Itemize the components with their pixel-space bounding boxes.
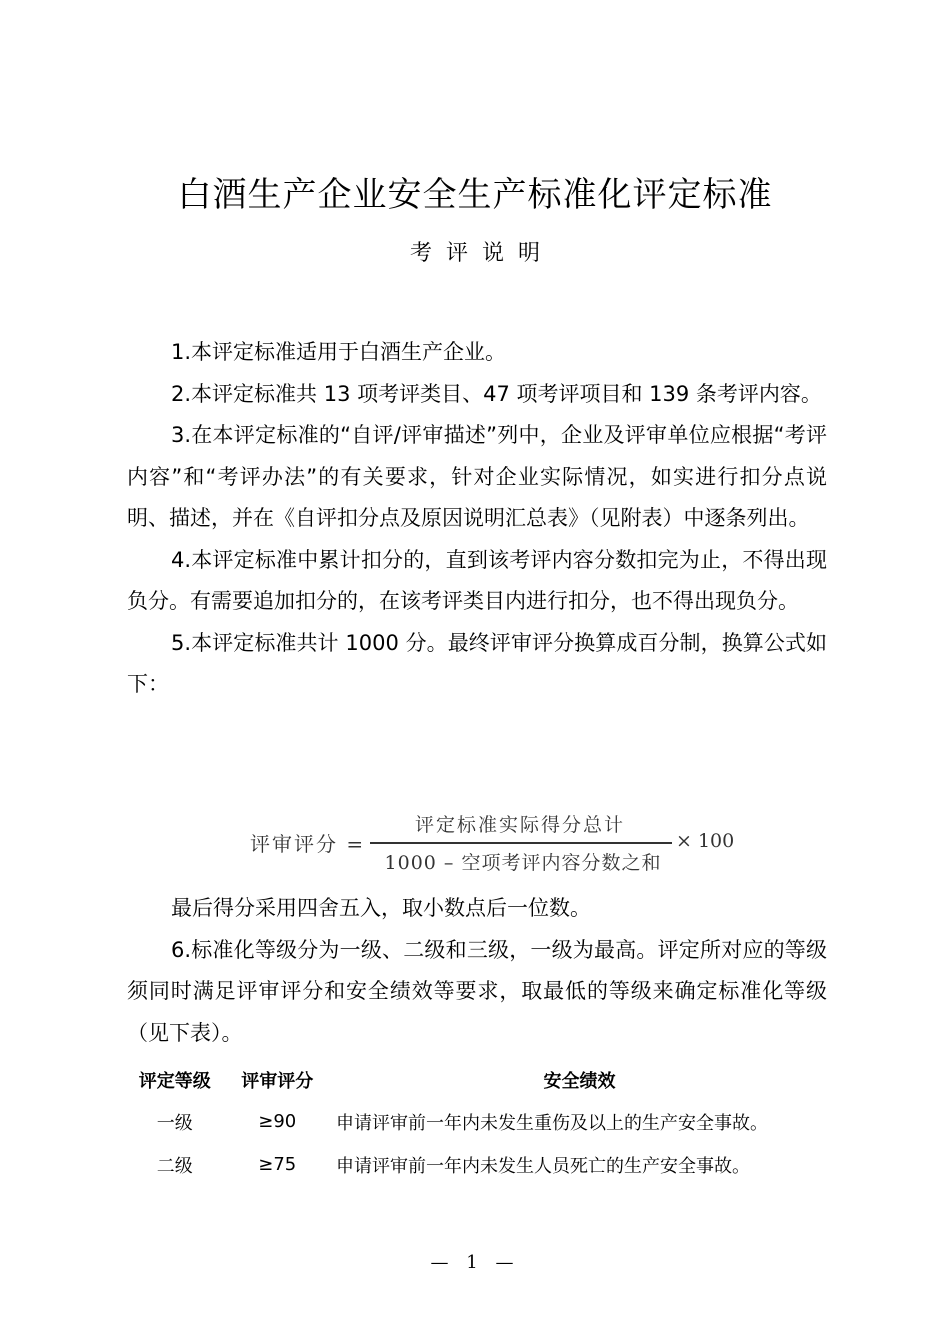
table-header-grade: 评定等级 (138, 1071, 211, 1092)
formula-numerator: 评定标准实际得分总计 (414, 814, 625, 836)
table-cell-score: ≥75 (258, 1154, 297, 1175)
score-formula (250, 808, 750, 878)
table-cell-performance: 申请评审前一年内未发生重伤及以上的生产安全事故。 (336, 1112, 768, 1134)
paragraph-1: 1.本评定标准适用于白酒生产企业。 (171, 340, 507, 364)
grade-table-container (127, 1060, 827, 1186)
paragraph-5: 5.本评定标准共计 1000 分。最终评审评分换算成百分制，换算公式如下： (127, 630, 827, 696)
grade-table (127, 1060, 827, 1186)
document-title: 白酒生产企业安全生产标准化评定标准 (177, 175, 773, 215)
table-header-row (127, 1060, 827, 1100)
paragraph-7: 6.标准化等级分为一级、二级和三级，一级为最高。评定所对应的等级须同时满足评审评分和安全绩效等要求，取最低的等级来确定标准化等级（见下表）。 (127, 937, 827, 1045)
paragraph-4: 4.本评定标准中累计扣分的，直到该考评内容分数扣完为止，不得出现负分。有需要追加扣分的，在该考评类目内进行扣分，也不得出现负分。 (127, 547, 827, 613)
paragraph-6: 最后得分采用四舍五入，取小数点后一位数。 (171, 896, 591, 920)
formula-fraction-bar (370, 842, 672, 844)
table-row (127, 1143, 827, 1186)
table-header-performance: 安全绩效 (543, 1071, 616, 1092)
formula-multiplier: × 100 (676, 830, 735, 852)
body-text-lower (127, 888, 827, 1054)
table-header-score: 评审评分 (241, 1071, 314, 1092)
paragraph-3: 3.在本评定标准的“自评/评审描述”列中，企业及评审单位应根据“考评内容”和“考评办法”的有关要求，针对企业实际情况，如实进行扣分点说明、描述，并在《自评扣分点及原因说明汇总表》（见附表）中逐条列出。 (127, 423, 827, 530)
formula-denominator: 1000 – 空项考评内容分数之和 (384, 852, 662, 874)
document-subtitle: 考评说明 (409, 241, 554, 266)
table-row (127, 1100, 827, 1143)
table-cell-performance: 申请评审前一年内未发生人员死亡的生产安全事故。 (336, 1155, 750, 1177)
paragraph-2: 2.本评定标准共 13 项考评类目、47 项考评项目和 139 条考评内容。 (171, 381, 822, 406)
page-number: — 1 — (430, 1252, 520, 1273)
formula-lhs: 评审评分 = (250, 832, 366, 856)
table-cell-grade: 二级 (156, 1155, 193, 1177)
table-cell-grade: 一级 (156, 1112, 193, 1134)
body-text-upper (127, 332, 827, 706)
table-cell-score: ≥90 (258, 1111, 297, 1132)
